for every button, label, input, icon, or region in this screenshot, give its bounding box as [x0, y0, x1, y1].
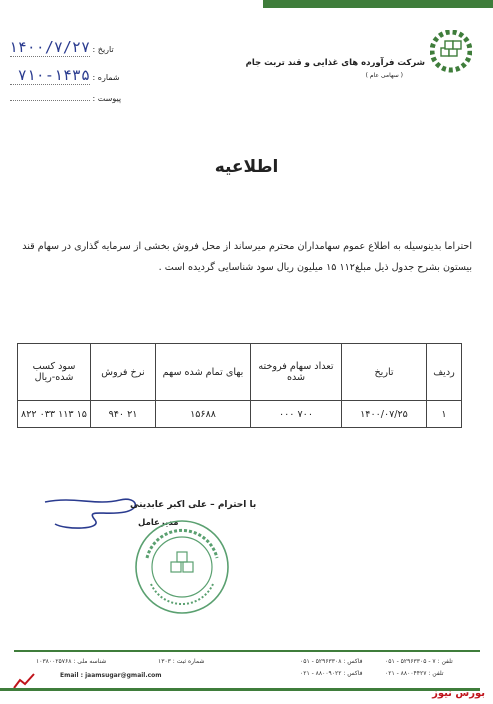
- sales-table: [17, 343, 462, 428]
- table-cell: ۲۱ ۹۴۰: [91, 401, 156, 428]
- announcement-body: احتراما بدینوسیله به اطلاع عموم سهامداران محترم میرساند از محل فروش بخشی از سرمایه گذاری در سهام قند بیستون بشرح جدول ذیل مبلغ۱۱۲ ۱۵ میلیون ریال سود شناسایی گردیده است .: [22, 241, 472, 273]
- header-cell: تعداد سهام فروخته شده: [251, 344, 342, 401]
- company-type: ( سهامی عام ): [365, 72, 403, 79]
- table-cell: ۷۰۰ ۰۰۰: [251, 401, 342, 428]
- number-label: شماره :: [92, 73, 120, 82]
- header-cell: نرخ فروش: [91, 344, 156, 401]
- company-seal-icon: [133, 518, 231, 616]
- table-header-row: [18, 344, 462, 401]
- footer-divider: [14, 650, 480, 652]
- footer-phone-2: تلفن : ۸۸۰۰۴۴۲۷ - ۰۲۱: [385, 670, 444, 677]
- attachment-label: پیوست :: [92, 94, 122, 103]
- company-logo-icon: [430, 30, 472, 76]
- date-field: [10, 38, 114, 57]
- footer-phone-1: تلفن : ۷ - ۵۲۹۶۳۳۰۵ - ۰۵۱: [385, 658, 453, 665]
- table-cell: ۱۴۰۰/۰۷/۲۵: [342, 401, 427, 428]
- number-field: [10, 66, 120, 85]
- footer-band: [0, 688, 480, 691]
- header-band: [263, 0, 493, 8]
- table-cell: ۱۵ ۱۱۳ ۰۳۳ ۸۲۲: [18, 401, 91, 428]
- header-cell: ردیف: [427, 344, 462, 401]
- footer-national-id: شناسه ملی : ۱۰۳۸۰۰۲۵۷۶۸: [36, 658, 107, 665]
- table-cell: ۱۵۶۸۸: [156, 401, 251, 428]
- table-row: [18, 401, 462, 428]
- signature-name: با احترام – علی اکبر عابدینی: [130, 500, 257, 510]
- number-value: ۷۱۰-۱۴۳۵: [10, 66, 90, 85]
- header-cell: بهای تمام شده سهم: [156, 344, 251, 401]
- signature-title: مدیرعامل: [138, 518, 179, 528]
- watermark-brand: بورس نیوز: [432, 688, 485, 699]
- company-name: شرکت فرآورده های غذایی و قند تربت جام: [245, 58, 425, 68]
- date-value: ۱۴۰۰/۷/۲۷: [8, 38, 90, 56]
- header-cell: سود کسب شده-ریال: [18, 344, 91, 401]
- page-title: اطلاعیه: [214, 157, 279, 177]
- date-label: تاریخ :: [92, 45, 114, 54]
- footer-fax-1: فاکس : ۵۲۹۶۳۳۰۸ - ۰۵۱: [300, 658, 363, 665]
- footer-reg: شماره ثبت : ۱۳۰۳: [158, 658, 205, 665]
- header-cell: تاریخ: [342, 344, 427, 401]
- table-cell: ۱: [427, 401, 462, 428]
- attachment-value: [10, 100, 90, 101]
- footer-email: Email : jaamsugar@gmail.com: [60, 672, 162, 679]
- attachment-field: [10, 94, 121, 103]
- footer-fax-2: فاکس : ۸۸۰۰۹۰۲۲ - ۰۲۱: [300, 670, 363, 677]
